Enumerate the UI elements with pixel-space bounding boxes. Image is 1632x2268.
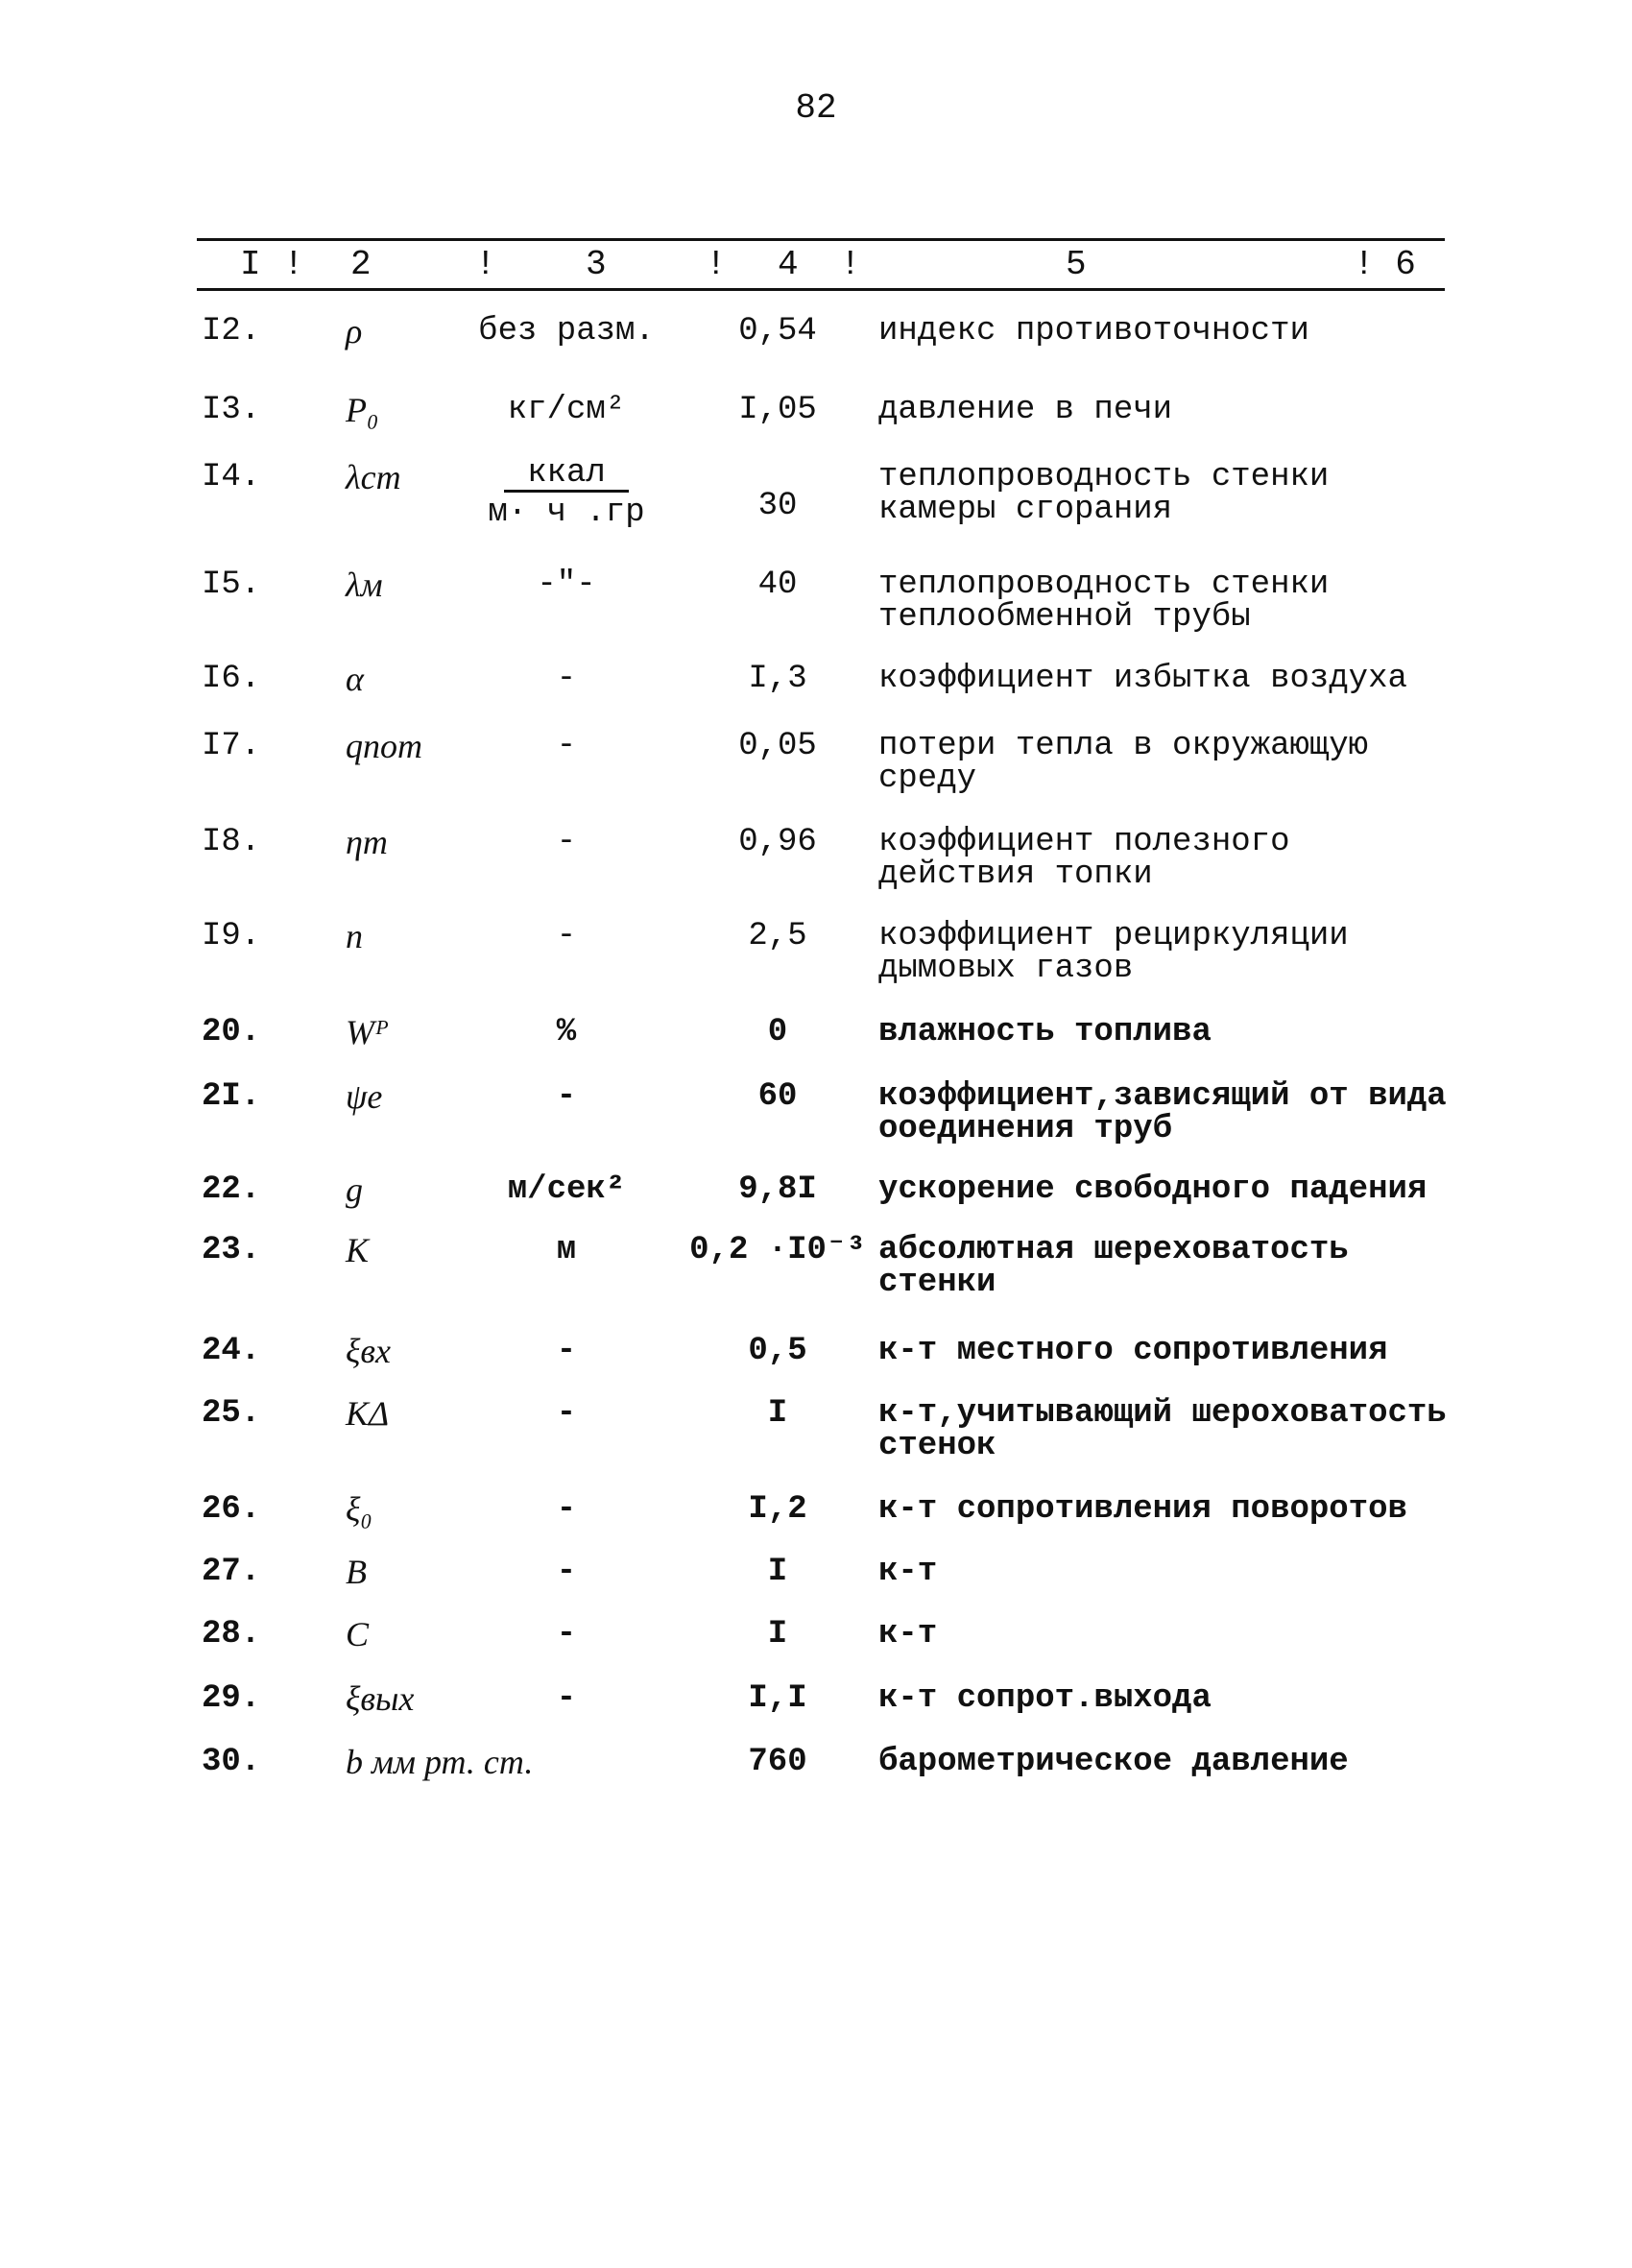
row-symbol: n (346, 917, 363, 955)
table-row (0, 312, 1632, 350)
header-col-3: 3 (586, 245, 607, 284)
row-number: 20. (202, 1014, 261, 1050)
row-unit: м/сек² (507, 1171, 626, 1208)
table-row (0, 1394, 1632, 1464)
row-value: 0,2 ·I0⁻³ (689, 1232, 866, 1268)
row-symbol: ξвх (346, 1332, 392, 1370)
row-value: 0,5 (748, 1333, 807, 1369)
header-col-2: 2 (350, 245, 372, 284)
row-description: коэффициент,зависящий от вида ооединения труб (878, 1078, 1447, 1147)
table-row (0, 1013, 1632, 1051)
row-symbol: ξ₀ (346, 1490, 372, 1529)
row-number: 25. (202, 1395, 261, 1432)
row-description: к-т сопрот.выхода (878, 1680, 1212, 1717)
table-row (0, 1231, 1632, 1301)
row-value: 60 (757, 1078, 798, 1115)
row-number: I6. (202, 661, 261, 697)
table-row (0, 917, 1632, 987)
row-description: абсолютная шереховатость стенки (878, 1232, 1349, 1301)
row-description: коэффициент полезного действия топки (878, 824, 1290, 893)
row-value: 30 (757, 488, 798, 524)
row-value: 2,5 (748, 918, 807, 954)
row-description: теплопроводность стенки камеры сгорания (878, 459, 1330, 528)
table-row (0, 1743, 1632, 1781)
row-symbol: ηт (346, 823, 388, 861)
row-number: 27. (202, 1554, 261, 1590)
row-value: I,2 (748, 1491, 807, 1528)
row-symbol: C (346, 1615, 370, 1653)
row-number: I2. (202, 313, 261, 350)
row-unit: -"- (537, 567, 596, 603)
table-row (0, 455, 1632, 531)
row-unit: кг/см² (507, 392, 626, 428)
row-number: 24. (202, 1333, 261, 1369)
row-description: к-т сопротивления поворотов (878, 1491, 1407, 1528)
row-symbol: K (346, 1231, 370, 1269)
page-number: 82 (795, 88, 837, 128)
row-number: 2I. (202, 1078, 261, 1115)
header-col-4: 4 (778, 245, 799, 284)
table-row (0, 1615, 1632, 1653)
row-symbol: ψе (346, 1077, 383, 1116)
unit-denominator: м· ч .гр (488, 495, 645, 531)
table-row (0, 1332, 1632, 1370)
row-description: теплопроводность стенки теплообменной трубы (878, 567, 1330, 636)
row-value: 760 (748, 1744, 807, 1780)
row-number: 23. (202, 1232, 261, 1268)
row-symbol: g (346, 1170, 363, 1209)
row-value: 0,96 (738, 824, 817, 860)
row-description: коэффициент избытка воздуха (878, 661, 1407, 697)
row-unit: - (556, 1680, 577, 1717)
row-unit: - (556, 824, 577, 860)
row-description: давление в печи (878, 392, 1173, 428)
header-sep: ! (283, 245, 304, 284)
row-value: I (767, 1616, 788, 1653)
row-description: к-т (878, 1616, 938, 1653)
row-value: 0,54 (738, 313, 817, 350)
row-unit: без разм. (478, 313, 655, 350)
row-number: 29. (202, 1680, 261, 1717)
table-top-rule (197, 238, 1445, 241)
row-number: 28. (202, 1616, 261, 1653)
row-description: к-т,учитывающий шероховатость стенок (878, 1395, 1447, 1464)
header-sep: ! (840, 245, 861, 284)
row-number: 22. (202, 1171, 261, 1208)
row-unit: - (556, 1554, 577, 1590)
row-description: влажность топлива (878, 1014, 1212, 1050)
row-unit: - (556, 1333, 577, 1369)
table-row (0, 391, 1632, 429)
table-row (0, 1679, 1632, 1718)
row-description: коэффициент рециркуляции дымовых газов (878, 918, 1349, 987)
header-sep: ! (475, 245, 496, 284)
row-value: 40 (757, 567, 798, 603)
row-unit: % (556, 1014, 577, 1050)
row-description: к-т местного сопротивления (878, 1333, 1388, 1369)
row-value: I (767, 1554, 788, 1590)
row-unit: - (556, 1616, 577, 1653)
header-col-6: ! 6 (1354, 245, 1416, 284)
row-description: индекс противоточности (878, 313, 1309, 350)
row-number: I8. (202, 824, 261, 860)
row-description: к-т (878, 1554, 938, 1590)
row-symbol: b мм рт. ст. (346, 1743, 534, 1781)
row-value: 9,8I (738, 1171, 817, 1208)
row-symbol: Wᴾ (346, 1013, 389, 1051)
row-value: I (767, 1395, 788, 1432)
row-symbol: α (346, 660, 364, 698)
table-row (0, 1490, 1632, 1529)
row-symbol: λм (346, 566, 383, 604)
row-unit: - (556, 918, 577, 954)
table-row (0, 1077, 1632, 1147)
row-unit: м (556, 1232, 577, 1268)
row-value: I,I (748, 1680, 807, 1717)
row-value: 0 (767, 1014, 788, 1050)
unit-numerator: ккал (504, 457, 629, 493)
row-description: потери тепла в окружающую среду (878, 728, 1369, 797)
header-sep: ! (706, 245, 727, 284)
row-unit: - (556, 1491, 577, 1528)
table-header-rule (197, 288, 1445, 291)
row-symbol: qпот (346, 727, 422, 765)
row-symbol: ξвых (346, 1679, 415, 1718)
row-value: 0,05 (738, 728, 817, 764)
row-value: I,05 (738, 392, 817, 428)
row-unit: - (556, 661, 577, 697)
row-number: I7. (202, 728, 261, 764)
row-symbol: ρ (346, 312, 363, 350)
header-col-1: I (240, 245, 261, 284)
row-number: I3. (202, 392, 261, 428)
row-number: I5. (202, 567, 261, 603)
row-number: 30. (202, 1744, 261, 1780)
row-symbol: P₀ (346, 391, 379, 429)
table-row (0, 566, 1632, 636)
row-symbol: λст (346, 458, 401, 496)
header-col-5: 5 (1066, 245, 1087, 284)
row-number: I9. (202, 918, 261, 954)
row-unit: - (556, 1395, 577, 1432)
row-number: 26. (202, 1491, 261, 1528)
row-description: ускорение свободного падения (878, 1171, 1428, 1208)
row-symbol: B (346, 1553, 367, 1591)
row-description: барометрическое давление (878, 1744, 1349, 1780)
table-row (0, 1170, 1632, 1209)
table-row (0, 727, 1632, 797)
row-unit (451, 457, 682, 529)
table-row (0, 823, 1632, 893)
row-unit: - (556, 728, 577, 764)
row-value: I,3 (748, 661, 807, 697)
row-number: I4. (202, 459, 261, 495)
row-unit: - (556, 1078, 577, 1115)
row-symbol: KΔ (346, 1394, 390, 1433)
table-row (0, 660, 1632, 698)
